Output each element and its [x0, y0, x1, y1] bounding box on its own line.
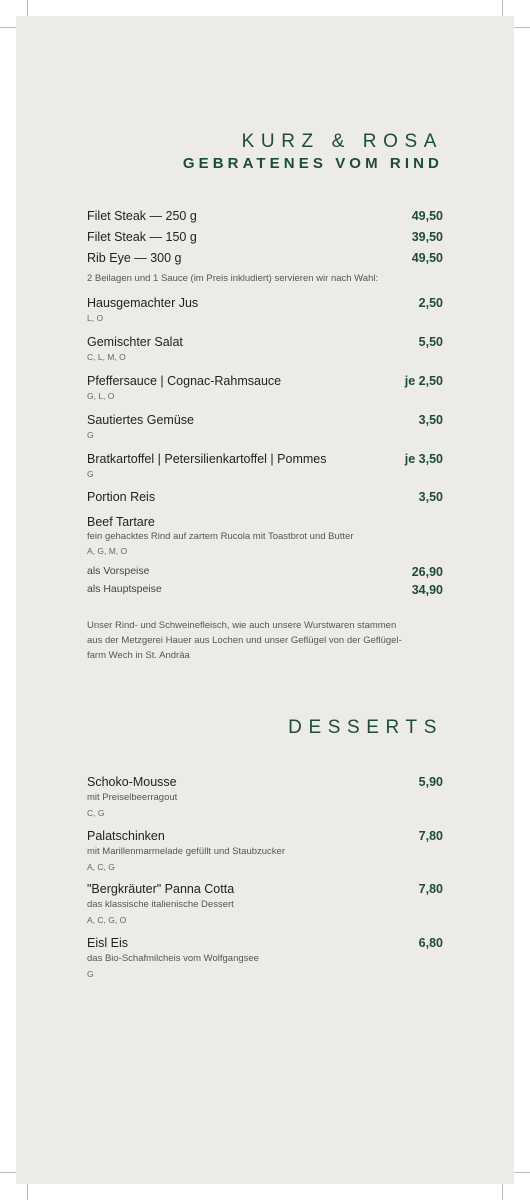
option-price: 34,90 — [411, 583, 443, 597]
item-name: Palatschinken — [87, 829, 165, 843]
item-description: mit Preiselbeerragout — [87, 792, 178, 803]
section-subtitle: GEBRATENES VOM RIND — [182, 155, 443, 172]
option-name: als Vorspeise — [87, 565, 150, 577]
crop-mark — [27, 0, 28, 16]
crop-mark — [0, 27, 16, 28]
item-name: Portion Reis — [87, 490, 156, 504]
item-name: Eisl Eis — [87, 936, 128, 950]
item-description: mit Marillenmarmelade gefüllt und Staubzucker — [87, 846, 286, 857]
item-allergens: A, G, M, O — [87, 546, 128, 556]
item-allergens: A, C, G — [87, 862, 115, 872]
item-allergens: G, L, O — [87, 391, 115, 401]
option-price: 26,90 — [411, 565, 443, 579]
crop-mark — [502, 1184, 503, 1200]
item-price: 6,80 — [418, 936, 443, 950]
item-name: Gemischter Salat — [87, 335, 183, 349]
desserts-title: DESSERTS — [288, 717, 443, 738]
crop-mark — [27, 1184, 28, 1200]
item-price: 7,80 — [418, 882, 443, 896]
crop-mark — [502, 0, 503, 16]
side-selection-note: 2 Beilagen und 1 Sauce (im Preis inkludiert) servieren wir nach Wahl: — [87, 273, 379, 284]
crop-mark — [0, 1172, 16, 1173]
item-price: 49,50 — [411, 251, 443, 265]
item-price: 49,50 — [411, 209, 443, 223]
option-name: als Hauptspeise — [87, 583, 162, 595]
meat-origin-note — [87, 618, 443, 663]
section-title: KURZ & ROSA — [241, 131, 443, 152]
item-price: 3,50 — [418, 413, 443, 427]
item-name: "Bergkräuter" Panna Cotta — [87, 882, 235, 896]
item-name: Beef Tartare — [87, 515, 155, 529]
origin-line: farm Wech in St. Andräa — [87, 650, 190, 661]
item-name: Rib Eye — 300 g — [87, 251, 182, 265]
item-price: 5,50 — [418, 335, 443, 349]
item-description: das klassische italienische Dessert — [87, 899, 234, 910]
item-name: Bratkartoffel | Petersilienkartoffel | Pommes — [87, 452, 327, 466]
item-price: 2,50 — [418, 296, 443, 310]
item-allergens: C, L, M, O — [87, 352, 126, 362]
item-price: je 3,50 — [404, 452, 443, 466]
item-description: das Bio-Schafmilcheis vom Wolfgangsee — [87, 953, 259, 964]
item-allergens: G — [87, 969, 94, 979]
item-name: Filet Steak — 250 g — [87, 209, 197, 223]
item-allergens: G — [87, 430, 94, 440]
item-price: 39,50 — [411, 230, 443, 244]
item-name: Pfeffersauce | Cognac-Rahmsauce — [87, 374, 282, 388]
item-name: Hausgemachter Jus — [87, 296, 199, 310]
item-price: 5,90 — [418, 775, 443, 789]
item-name: Sautiertes Gemüse — [87, 413, 194, 427]
item-price: 3,50 — [418, 490, 443, 504]
item-price: je 2,50 — [404, 374, 443, 388]
menu-content — [87, 0, 443, 1200]
item-name: Filet Steak — 150 g — [87, 230, 197, 244]
crop-mark — [514, 27, 530, 28]
item-allergens: L, O — [87, 313, 104, 323]
item-allergens: C, G — [87, 808, 105, 818]
origin-line: aus der Metzgerei Hauer aus Lochen und unser Geflügel von der Geflügel- — [87, 635, 402, 646]
item-description: fein gehacktes Rind auf zartem Rucola mit Toastbrot und Butter — [87, 531, 354, 542]
item-allergens: A, C, G, O — [87, 915, 127, 925]
crop-mark — [514, 1172, 530, 1173]
origin-line: Unser Rind- und Schweinefleisch, wie auch unsere Wurstwaren stammen — [87, 620, 397, 631]
item-allergens: G — [87, 469, 94, 479]
item-price: 7,80 — [418, 829, 443, 843]
item-name: Schoko-Mousse — [87, 775, 177, 789]
